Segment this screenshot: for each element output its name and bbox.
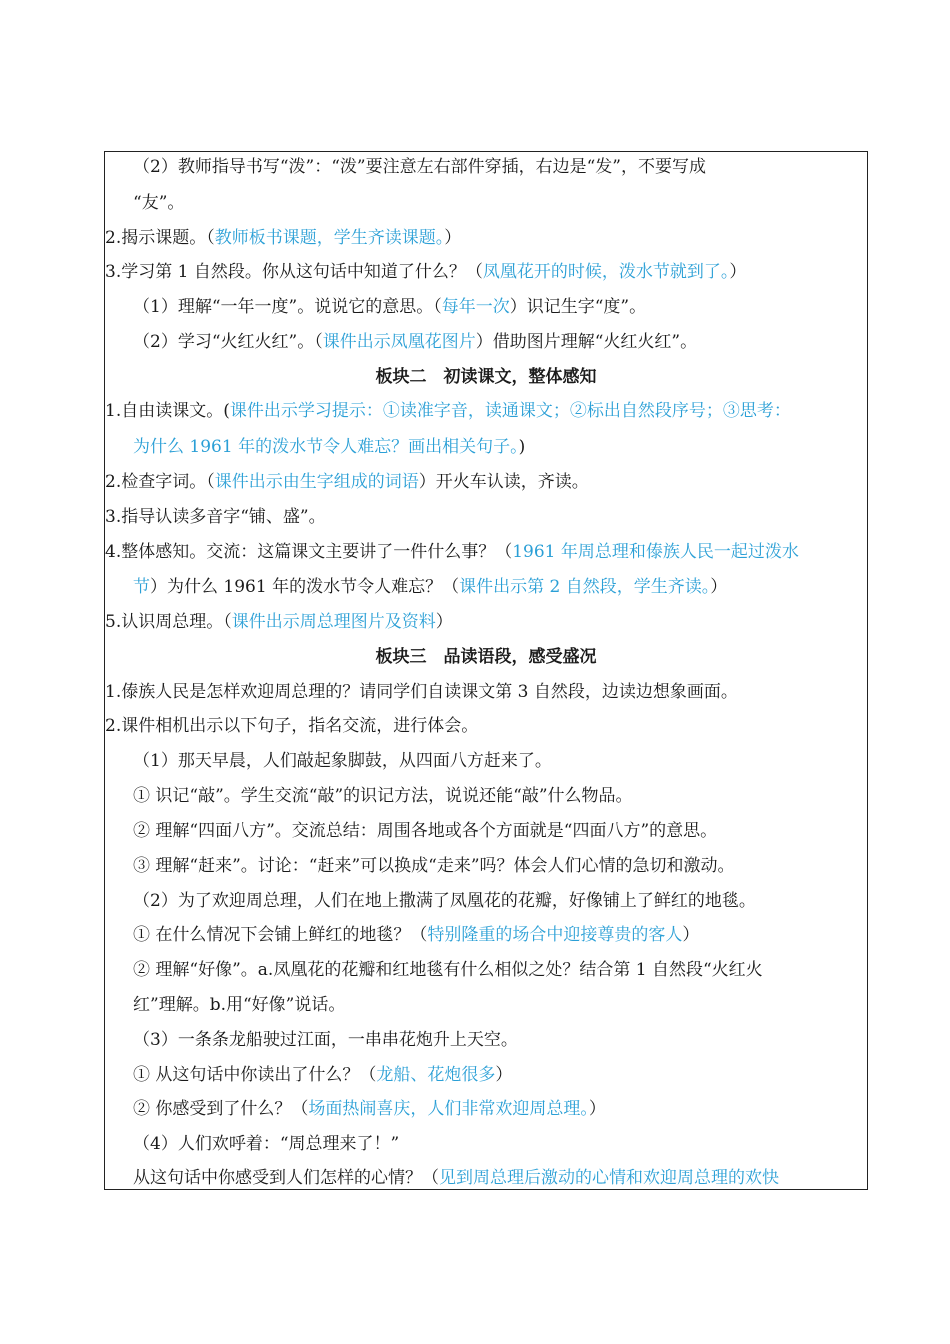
text-line: 3.指导认读多音字“铺、盛”。	[105, 507, 326, 527]
text-line: ② 理解“四面八方”。交流总结：周围各地或各个方面就是“四面八方”的意思。	[133, 821, 718, 841]
text-line: （2）学习“火红火红”。（课件出示凤凰花图片）借助图片理解“火红火红”。	[133, 332, 698, 352]
text-line: ① 识记“敲”。学生交流“敲”的识记方法，说说还能“敲”什么物品。	[133, 786, 633, 806]
text-line: 节）为什么 1961 年的泼水节令人难忘？（课件出示第 2 自然段，学生齐读。）	[133, 577, 728, 597]
text-line: ② 理解“好像”。a.凤凰花的花瓣和红地毯有什么相似之处？结合第 1 自然段“火红火	[133, 960, 763, 980]
text-line: 2.课件相机出示以下句子，指名交流，进行体会。	[105, 716, 479, 736]
section-heading: 板块三 品读语段，感受盛况	[375, 647, 597, 667]
text-line: 从这句话中你感受到人们怎样的心情？（见到周总理后激动的心情和欢迎周总理的欢快	[133, 1168, 779, 1188]
text-line: ③ 理解“赶来”。讨论：“赶来”可以换成“走来”吗？体会人们心情的急切和激动。	[133, 856, 735, 876]
text-line: 为什么 1961 年的泼水节令人难忘？画出相关句子。)	[133, 437, 526, 457]
text-line: “友”。	[133, 193, 185, 213]
lesson-plan-table	[104, 151, 868, 1190]
text-line: （1）那天早晨，人们敲起象脚鼓，从四面八方赶来了。	[133, 751, 552, 771]
text-line: 2.检查字词。（课件出示由生字组成的词语）开火车认读，齐读。	[105, 472, 589, 492]
text-line: 3.学习第 1 自然段。你从这句话中知道了什么？（凤凰花开的时候，泼水节就到了。）	[105, 262, 747, 282]
text-line: ① 从这句话中你读出了什么？（龙船、花炮很多）	[133, 1065, 513, 1085]
text-line: 4.整体感知。交流：这篇课文主要讲了一件什么事？（1961 年周总理和傣族人民一起过泼水	[105, 542, 799, 562]
section-heading: 板块二 初读课文，整体感知	[375, 367, 597, 387]
text-line: 5.认识周总理。（课件出示周总理图片及资料）	[105, 612, 453, 632]
text-line: 红”理解。b.用“好像”说话。	[133, 995, 346, 1015]
text-line: ① 在什么情况下会铺上鲜红的地毯？（特别隆重的场合中迎接尊贵的客人）	[133, 925, 700, 945]
text-line: 2.揭示课题。（教师板书课题，学生齐读课题。）	[105, 228, 462, 248]
text-line: ② 你感受到了什么？（场面热闹喜庆，人们非常欢迎周总理。）	[133, 1099, 606, 1119]
text-line: （2）为了欢迎周总理，人们在地上撒满了凤凰花的花瓣，好像铺上了鲜红的地毯。	[133, 891, 756, 911]
text-line: （4）人们欢呼着：“周总理来了！”	[133, 1134, 400, 1154]
text-line: 1.自由读课文。(课件出示学习提示：①读准字音，读通课文；②标出自然段序号；③思考：	[105, 401, 791, 421]
text-line: （2）教师指导书写“泼”：“泼”要注意左右部件穿插，右边是“发”，不要写成	[133, 157, 706, 177]
text-line: 1.傣族人民是怎样欢迎周总理的？请同学们自读课文第 3 自然段，边读边想象画面。	[105, 682, 738, 702]
text-line: （1）理解“一年一度”。说说它的意思。（每年一次）识记生字“度”。	[133, 297, 647, 317]
text-line: （3）一条条龙船驶过江面，一串串花炮升上天空。	[133, 1030, 518, 1050]
